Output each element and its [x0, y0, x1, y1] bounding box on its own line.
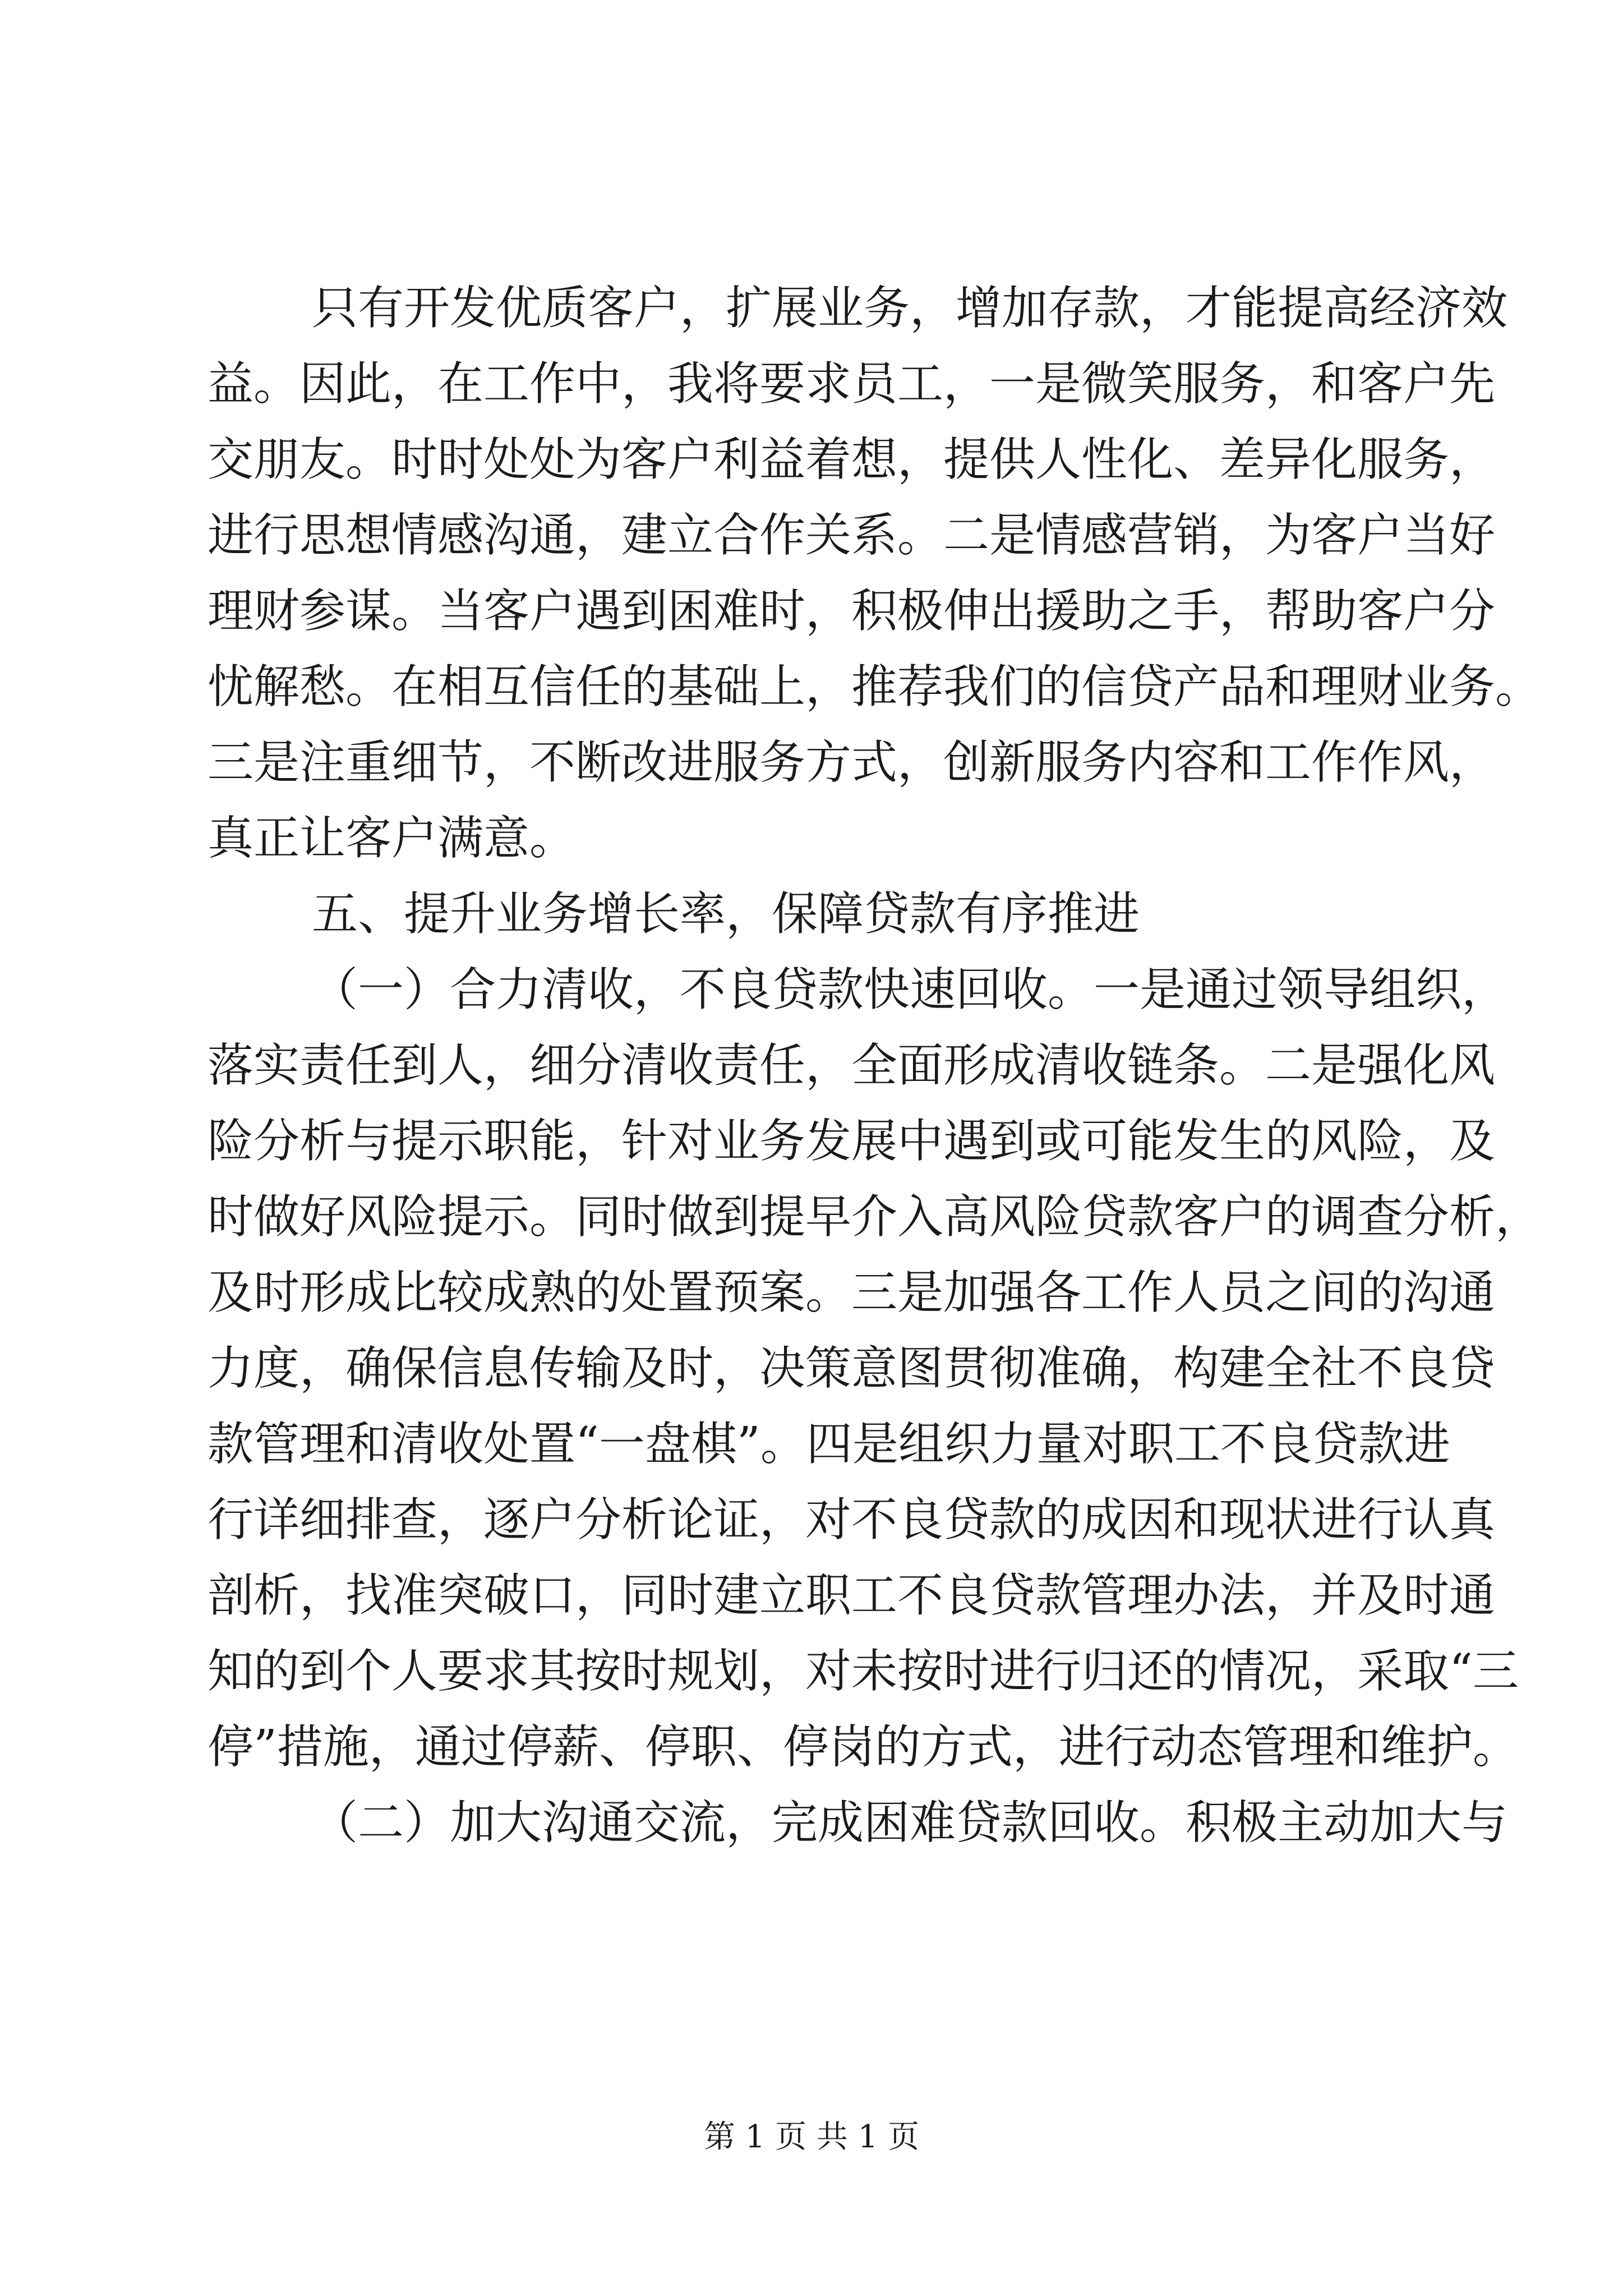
- text-line: [0, 418, 1623, 502]
- paragraph-line: 停”措施，通过停薪、停职、停岗的方式，进行动态管理和维护。: [208, 1720, 1519, 1774]
- paragraph-line: 三是注重细节，不断改进服务方式，创新服务内容和工作作风，: [208, 736, 1496, 789]
- text-line: [0, 1478, 1623, 1562]
- paragraph-line: 忧解愁。在相互信任的基础上，推荐我们的信贷产品和理财业务。: [208, 660, 1542, 714]
- text-line: [0, 1554, 1623, 1638]
- text-line: [0, 1327, 1623, 1411]
- text-line: [0, 645, 1623, 729]
- paragraph-line: 及时形成比较成熟的处置预案。三是加强各工作人员之间的沟通: [208, 1266, 1496, 1319]
- text-line: [0, 1251, 1623, 1335]
- paragraph-line: 款管理和清收处置“一盘棋”。四是组织力量对职工不良贷款进: [208, 1418, 1450, 1471]
- paragraph-first-line: 只有开发优质客户，扩展业务，增加存款，才能提高经济效: [312, 282, 1508, 335]
- text-line: [0, 1402, 1623, 1487]
- paragraph-line: 剖析，找准突破口，同时建立职工不良贷款管理办法，并及时通: [208, 1569, 1496, 1622]
- text-line: [0, 569, 1623, 654]
- text-line: [0, 1175, 1623, 1259]
- paragraph-line: 益。因此，在工作中，我将要求员工，一是微笑服务，和客户先: [208, 357, 1496, 411]
- paragraph-line: 时做好风险提示。同时做到提早介入高风险贷款客户的调查分析，: [208, 1190, 1542, 1244]
- text-line: [0, 494, 1623, 578]
- text-line: [0, 342, 1623, 426]
- paragraph-line: 落实责任到人，细分清收责任，全面形成清收链条。二是强化风: [208, 1039, 1496, 1092]
- paragraph-first-line: （二）加大沟通交流，完成困难贷款回收。积极主动加大与: [312, 1796, 1508, 1849]
- page-footer: 第 1 页 共 1 页: [703, 2119, 920, 2155]
- text-line: [0, 797, 1623, 881]
- text-line: [0, 1781, 1623, 1865]
- text-line: [0, 872, 1623, 956]
- paragraph-last-line: 真正让客户满意。: [208, 812, 576, 865]
- paragraph-line: 力度，确保信息传输及时，决策意图贯彻准确，构建全社不良贷: [208, 1342, 1496, 1395]
- text-line: [0, 1024, 1623, 1108]
- paragraph-line: 交朋友。时时处处为客户利益着想，提供人性化、差异化服务，: [208, 433, 1496, 486]
- text-line: [0, 721, 1623, 805]
- text-line: [0, 1630, 1623, 1714]
- paragraph-first-line: （一）合力清收，不良贷款快速回收。一是通过领导组织，: [312, 963, 1508, 1016]
- paragraph-line: 进行思想情感沟通，建立合作关系。二是情感营销，为客户当好: [208, 509, 1496, 562]
- text-line: [0, 1705, 1623, 1789]
- text-line: [0, 1099, 1623, 1184]
- text-line: [0, 266, 1623, 351]
- paragraph-line: 理财参谋。当客户遇到困难时，积极伸出援助之手，帮助客户分: [208, 585, 1496, 638]
- paragraph-line: 知的到个人要求其按时规划，对未按时进行归还的情况，采取“三: [208, 1645, 1519, 1698]
- text-line: [0, 948, 1623, 1032]
- paragraph-line: 险分析与提示职能，针对业务发展中遇到或可能发生的风险，及: [208, 1115, 1496, 1168]
- paragraph-line: 行详细排查，逐户分析论证，对不良贷款的成因和现状进行认真: [208, 1493, 1496, 1547]
- section-heading: 五、提升业务增长率，保障贷款有序推进: [312, 887, 1140, 941]
